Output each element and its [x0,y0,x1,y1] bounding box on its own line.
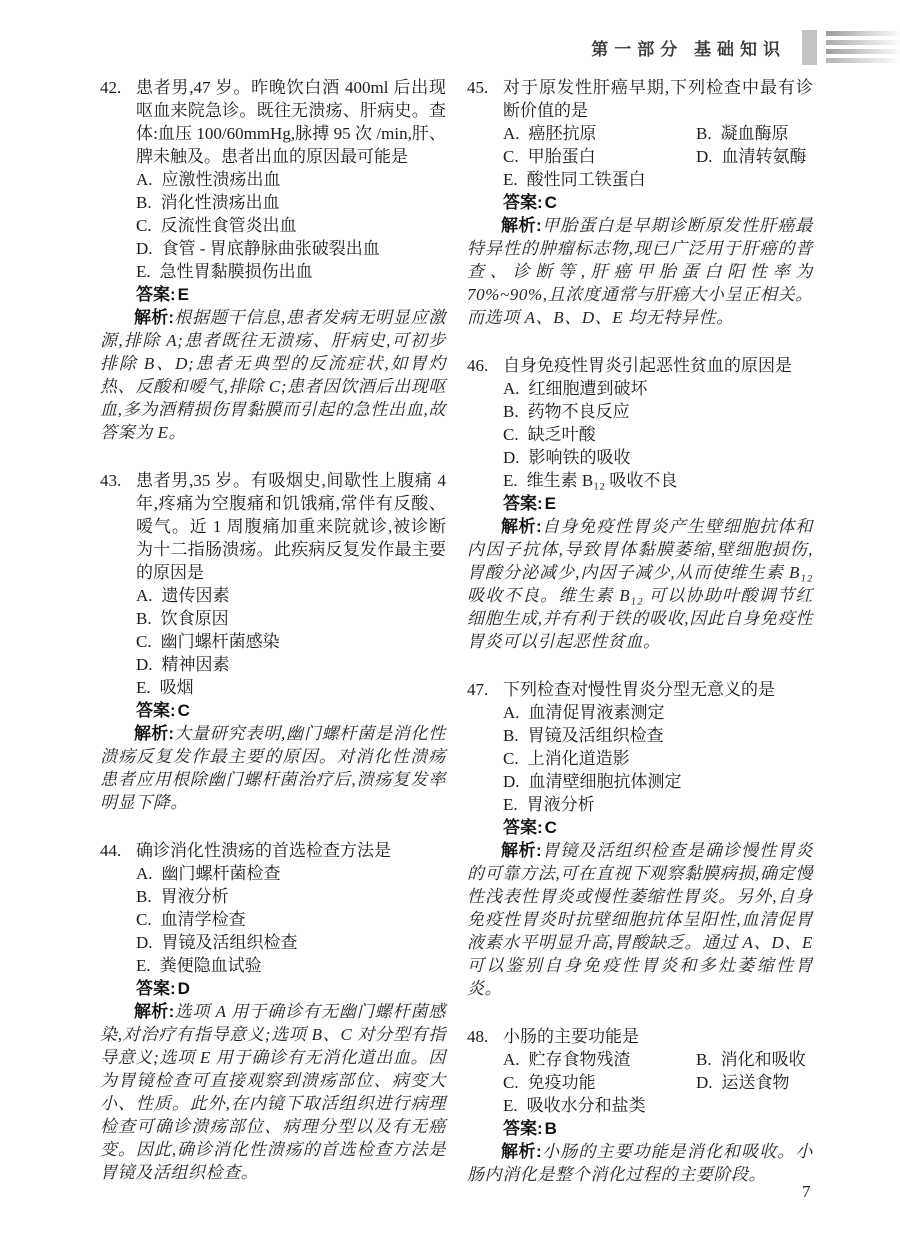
option-b [136,607,446,630]
answer-value: C [544,193,557,212]
option-text: 贮存食物残渣 [528,1050,631,1069]
question-stem: 确诊消化性溃疡的首选检查方法是 [136,841,391,860]
option-c [136,214,446,237]
option-label: E. [503,471,518,490]
option-label: D. [136,239,153,258]
question-stem: 自身免疫性胃炎引起恶性贫血的原因是 [503,356,792,375]
option-text: 急性胃黏膜损伤出血 [159,262,313,281]
answer-label: 答案: [503,818,543,837]
option-label: B. [503,726,519,745]
answer-line [467,492,813,515]
answer-label: 答案: [136,285,176,304]
answer-line [467,816,813,839]
option-b [136,191,446,214]
answer-label: 答案: [503,193,543,212]
option-text: 吸收水分和盐类 [526,1096,646,1115]
question-47 [467,678,813,1000]
option-c [503,423,813,446]
option-label: C. [503,147,519,166]
option-label: D. [136,655,153,674]
option-label: D. [503,772,520,791]
analysis-paragraph [100,1000,446,1184]
option-label: D. [503,448,520,467]
option-text: 甲胎蛋白 [527,147,596,166]
question-number: 44. [100,841,122,860]
option-d [503,446,813,469]
option-text: 胃液分析 [526,795,595,814]
options-list [467,701,813,816]
option-label: A. [503,1050,520,1069]
options-grid [467,1048,813,1117]
option-text: 上消化道造影 [527,749,630,768]
option-a [503,701,813,724]
question-stem: 下列检查对慢性胃炎分型无意义的是 [503,680,775,699]
options-list [467,377,813,492]
option-b [696,122,813,145]
option-text: 胃液分析 [160,887,229,906]
option-label: C. [136,632,152,651]
decoration-line [826,40,900,45]
analysis-paragraph [467,839,813,1000]
option-a [503,1048,696,1071]
column-left [100,76,446,1209]
option-e [136,954,446,977]
analysis-label: 解析: [501,517,542,536]
option-text: 血清转氨酶 [721,147,807,166]
question-46 [467,354,813,653]
question-number: 47. [467,680,489,699]
option-text: 红细胞遭到破坏 [528,379,648,398]
option-text: 凝血酶原 [720,124,789,143]
option-label: A. [503,124,520,143]
option-label: A. [136,864,153,883]
answer-label: 答案: [136,701,176,720]
option-text: 影响铁的吸收 [528,448,631,467]
option-label: D. [136,933,153,952]
option-text: 应激性溃疡出血 [161,170,281,189]
question-43 [100,469,446,814]
option-c [503,145,696,168]
option-text: 癌胚抗原 [528,124,597,143]
analysis-text: 甲胎蛋白是早期诊断原发性肝癌最特异性的肿瘤标志物,现已广泛用于肝癌的普查、诊断等,肝癌甲胎蛋白阳性率为70%~90%,且浓度通常与肝癌大小呈正相关。而选项 A、B、D、E 均无特异性。 [467,216,814,327]
option-label: B. [696,1050,712,1069]
option-label: A. [136,170,153,189]
option-label: E. [503,1096,518,1115]
analysis-label: 解析: [134,1002,175,1021]
option-label: E. [136,262,151,281]
section-title: 第一部分 基础知识 [591,39,786,59]
option-text: 药物不良反应 [527,402,630,421]
option-d [503,770,813,793]
option-text: 血清壁细胞抗体测定 [528,772,682,791]
option-text: 维生素 B₁₂ 吸收不良 [526,471,678,490]
option-d [136,653,446,676]
question-45 [467,76,813,329]
analysis-text: 选项 A 用于确诊有无幽门螺杆菌感染,对治疗有指导意义;选项 B、C 对分型有指导意义;选项 E 用于确诊有无消化道出血。因为胃镜检查可直接观察到溃疡部位、病变大小、性质。此外,在内镜下取活组织进行病理检查可确诊溃疡部位、病理分型以及有无癌变。因此,确诊消化性溃疡的首选检查方法是胃镜及活组织检查。 [100,1002,446,1182]
answer-value: D [177,979,190,998]
analysis-text: 大量研究表明,幽门螺杆菌是消化性溃疡反复发作最主要的原因。对消化性溃疡患者应用根除幽门螺杆菌治疗后,溃疡复发率明显下降。 [100,724,446,812]
option-label: E. [503,170,518,189]
analysis-label: 解析: [501,1142,542,1161]
option-text: 胃镜及活组织检查 [527,726,664,745]
option-e [136,260,446,283]
answer-line [100,977,446,1000]
option-label: B. [136,193,152,212]
answer-line [100,283,446,306]
option-label: C. [136,216,152,235]
option-c [136,908,446,931]
option-label: C. [136,910,152,929]
option-label: B. [136,887,152,906]
decoration-line [826,31,900,36]
option-text: 饮食原因 [160,609,229,628]
option-label: C. [503,1073,519,1092]
decoration-line [826,49,900,54]
option-e [503,1094,696,1117]
option-text: 胃镜及活组织检查 [161,933,298,952]
option-e [503,469,813,492]
question-number: 46. [467,356,489,375]
option-text: 免疫功能 [527,1073,596,1092]
option-e [503,793,813,816]
header-decoration-lines [826,31,900,63]
option-c [136,630,446,653]
option-label: C. [503,749,519,768]
page-number: 7 [802,1182,811,1201]
analysis-label: 解析: [134,724,175,743]
option-d [696,145,813,168]
option-b [503,400,813,423]
options-list [100,862,446,977]
option-label: A. [136,586,153,605]
option-text: 幽门螺杆菌感染 [160,632,280,651]
option-a [503,377,813,400]
option-label: D. [696,147,713,166]
option-b [136,885,446,908]
option-text: 遗传因素 [161,586,230,605]
page-header [591,28,900,66]
question-number: 42. [100,78,122,97]
answer-label: 答案: [503,494,543,513]
option-label: A. [503,703,520,722]
header-decoration-square [802,30,817,65]
column-right [467,76,813,1211]
question-number: 43. [100,471,122,490]
option-text: 运送食物 [721,1073,790,1092]
answer-value: B [544,1119,557,1138]
option-label: A. [503,379,520,398]
option-b [696,1048,813,1071]
question-number: 45. [467,78,489,97]
option-a [503,122,696,145]
option-c [503,747,813,770]
option-text: 消化和吸收 [720,1050,806,1069]
answer-line [100,699,446,722]
option-label: E. [136,678,151,697]
option-label: D. [696,1073,713,1092]
option-label: B. [136,609,152,628]
analysis-text: 自身免疫性胃炎产生壁细胞抗体和内因子抗体,导致胃体黏膜萎缩,壁细胞损伤,胃酸分泌减少,内因子减少,从而使维生素 B₁₂ 吸收不良。维生素 B₁₂ 可以协助叶酸调节红细胞生成,并有利于铁的吸收,因此自身免疫性胃炎可以引起恶性贫血。 [467,517,814,651]
option-text: 精神因素 [161,655,230,674]
analysis-label: 解析: [501,841,542,860]
answer-value: E [544,494,557,513]
analysis-label: 解析: [134,308,175,327]
question-stem: 对于原发性肝癌早期,下列检查中最有诊断价值的是 [503,78,813,120]
option-text: 缺乏叶酸 [527,425,596,444]
analysis-paragraph [467,1140,813,1186]
option-e [136,676,446,699]
analysis-text: 根据题干信息,患者发病无明显应激源,排除 A;患者既往无溃疡、肝病史,可初步排除 B、D;患者无典型的反流症状,如胃灼热、反酸和嗳气,排除 C;患者因饮酒后出现呕血,多为酒精损伤胃黏膜而引起的急性出血,故答案为 E。 [100,308,446,442]
answer-value: C [177,701,190,720]
question-48 [467,1025,813,1186]
option-e [503,168,696,191]
analysis-paragraph [467,515,813,653]
options-list [100,584,446,699]
option-text: 食管 - 胃底静脉曲张破裂出血 [161,239,380,258]
option-text: 血清促胃液素测定 [528,703,665,722]
answer-line [467,1117,813,1140]
option-label: E. [136,956,151,975]
option-label: B. [696,124,712,143]
option-text: 幽门螺杆菌检查 [161,864,281,883]
analysis-paragraph [100,306,446,444]
question-stem: 患者男,47 岁。昨晚饮白酒 400ml 后出现呕血来院急诊。既往无溃疡、肝病史。查体:血压 100/60mmHg,脉搏 95 次 /min,肝、脾未触及。患者出血的原因最可能是 [136,78,446,166]
option-text: 酸性同工铁蛋白 [526,170,646,189]
options-grid [467,122,813,191]
option-text: 血清学检查 [160,910,246,929]
option-text: 反流性食管炎出血 [160,216,297,235]
analysis-text: 胃镜及活组织检查是确诊慢性胃炎的可靠方法,可在直视下观察黏膜病损,确定慢性浅表性胃炎或慢性萎缩性胃炎。另外,自身免疫性胃炎时抗壁细胞抗体呈阳性,血清促胃液素水平明显升高,胃酸缺乏。通过 A、D、E 可以鉴别自身免疫性胃炎和多灶萎缩性胃炎。 [467,841,814,998]
analysis-label: 解析: [501,216,542,235]
analysis-paragraph [467,214,813,329]
option-d [136,237,446,260]
analysis-paragraph [100,722,446,814]
answer-label: 答案: [136,979,176,998]
question-number: 48. [467,1027,489,1046]
option-text: 吸烟 [159,678,194,697]
option-c [503,1071,696,1094]
decoration-line [826,58,900,63]
option-label: C. [503,425,519,444]
option-a [136,862,446,885]
option-a [136,584,446,607]
option-text: 粪便隐血试验 [159,956,262,975]
option-a [136,168,446,191]
answer-value: C [544,818,557,837]
option-text: 消化性溃疡出血 [160,193,280,212]
option-d [696,1071,813,1094]
option-b [503,724,813,747]
question-42 [100,76,446,444]
answer-value: E [177,285,190,304]
question-stem: 患者男,35 岁。有吸烟史,间歇性上腹痛 4 年,疼痛为空腹痛和饥饿痛,常伴有反酸、嗳气。近 1 周腹痛加重来院就诊,被诊断为十二指肠溃疡。此疾病反复发作最主要的原因是 [136,471,446,582]
option-label: E. [503,795,518,814]
option-d [136,931,446,954]
option-label: B. [503,402,519,421]
answer-label: 答案: [503,1119,543,1138]
options-list [100,168,446,283]
answer-line [467,191,813,214]
analysis-text: 小肠的主要功能是消化和吸收。小肠内消化是整个消化过程的主要阶段。 [467,1142,814,1184]
question-44 [100,839,446,1184]
question-stem: 小肠的主要功能是 [503,1027,639,1046]
